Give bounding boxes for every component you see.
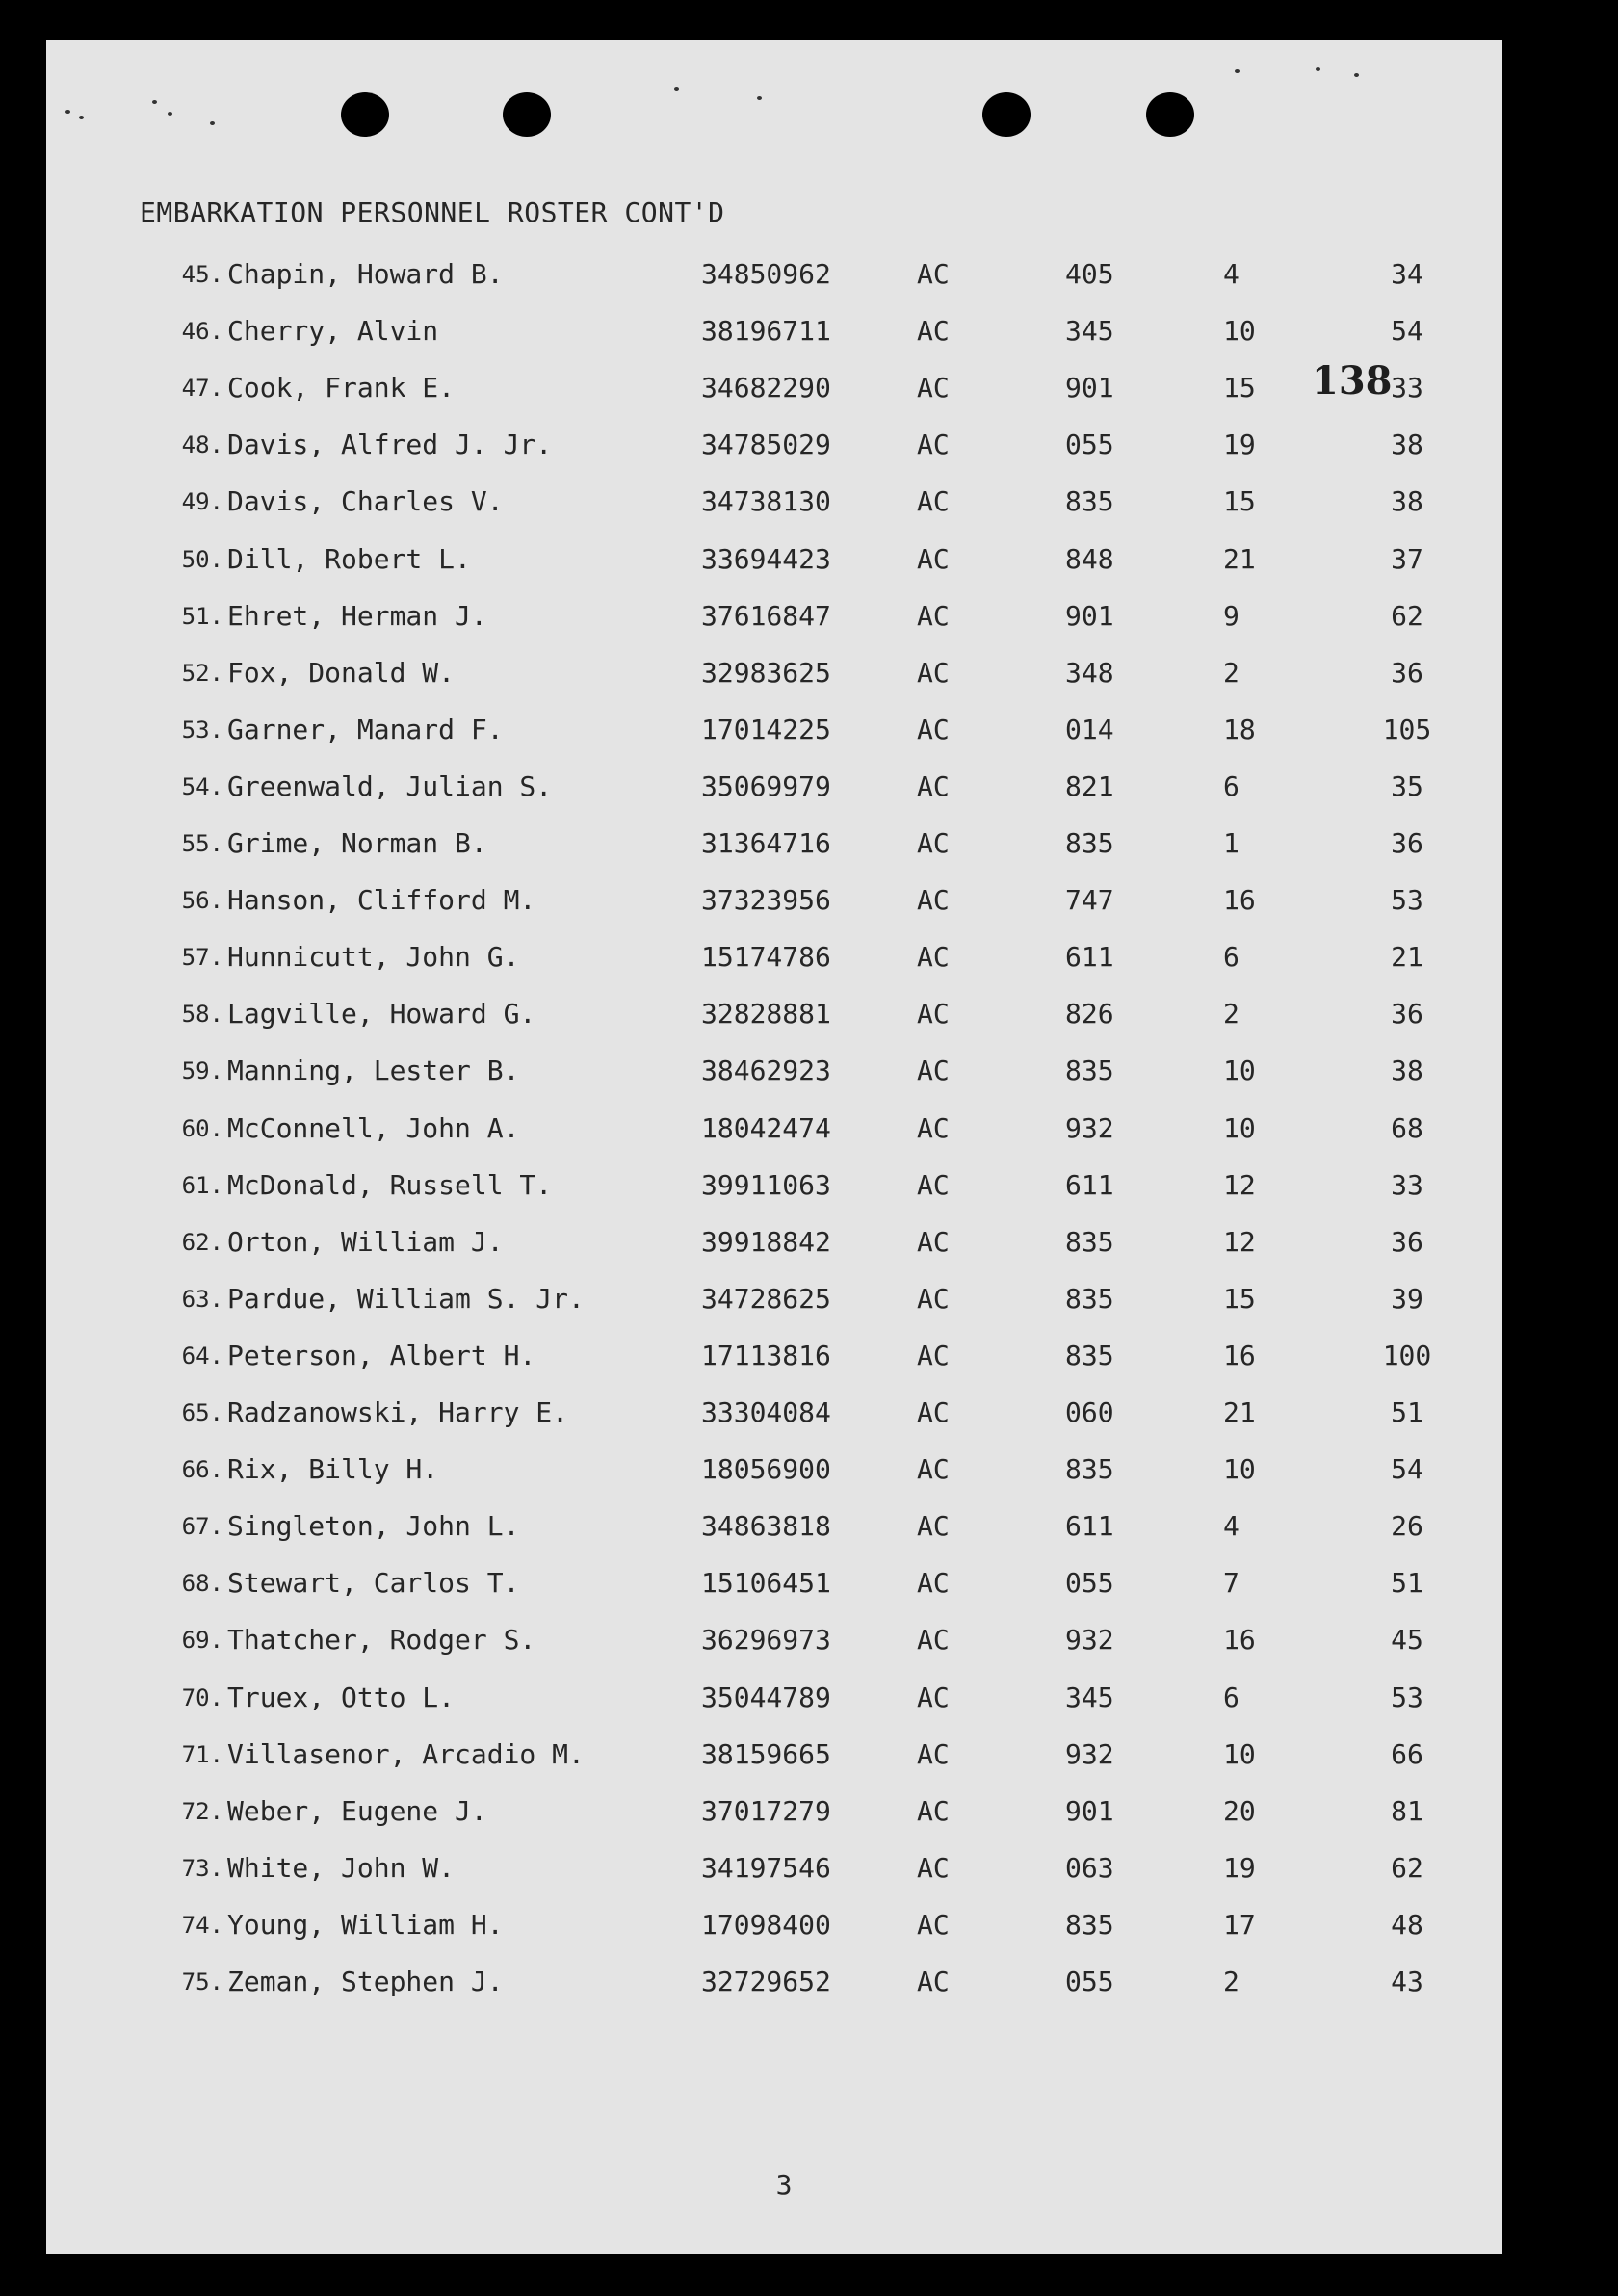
specialty-code: 835 — [1065, 1225, 1114, 1258]
table-row — [46, 770, 1502, 809]
row-number: 51. — [181, 602, 223, 630]
table-row — [46, 1453, 1502, 1492]
column-b-value: 53 — [1391, 1681, 1423, 1713]
specialty-code: 060 — [1065, 1396, 1114, 1428]
specialty-code: 932 — [1065, 1111, 1114, 1144]
person-name: Dill, Robert L. — [227, 542, 471, 575]
column-b-value: 39 — [1391, 1282, 1423, 1315]
row-number: 70. — [181, 1683, 223, 1711]
column-a-value: 15 — [1223, 1282, 1256, 1315]
table-row — [46, 1283, 1502, 1321]
branch-code: AC — [917, 656, 950, 689]
row-number: 72. — [181, 1797, 223, 1825]
column-a-value: 6 — [1223, 770, 1240, 802]
column-a-value: 16 — [1223, 1624, 1256, 1657]
row-number: 75. — [181, 1969, 223, 1996]
specialty-code: 611 — [1065, 941, 1114, 974]
column-b-value: 51 — [1391, 1567, 1423, 1600]
column-b-value: 33 — [1391, 1168, 1423, 1201]
branch-code: AC — [917, 1453, 950, 1486]
column-b-value: 54 — [1391, 1453, 1423, 1486]
person-name: Hanson, Clifford M. — [227, 884, 536, 917]
serial-number: 35069979 — [701, 770, 831, 802]
row-number: 74. — [181, 1911, 223, 1939]
specialty-code: 835 — [1065, 1282, 1114, 1315]
table-row — [46, 485, 1502, 524]
column-a-value: 2 — [1223, 656, 1240, 689]
speck — [65, 110, 70, 114]
person-name: Cherry, Alvin — [227, 315, 439, 348]
person-name: Thatcher, Rodger S. — [227, 1624, 536, 1657]
column-b-value: 21 — [1391, 941, 1423, 974]
person-name: Peterson, Albert H. — [227, 1339, 536, 1371]
row-number: 55. — [181, 830, 223, 857]
person-name: Zeman, Stephen J. — [227, 1966, 504, 1997]
person-name: Radzanowski, Harry E. — [227, 1396, 569, 1428]
serial-number: 38196711 — [701, 315, 831, 348]
column-b-value: 100 — [1382, 1339, 1432, 1371]
row-number: 65. — [181, 1399, 223, 1426]
column-a-value: 6 — [1223, 941, 1240, 974]
column-b-value: 36 — [1391, 1225, 1423, 1258]
column-a-value: 2 — [1223, 1966, 1240, 1997]
specialty-code: 055 — [1065, 429, 1114, 461]
branch-code: AC — [917, 1282, 950, 1315]
branch-code: AC — [917, 1225, 950, 1258]
table-row — [46, 1112, 1502, 1151]
person-name: Pardue, William S. Jr. — [227, 1282, 585, 1315]
branch-code: AC — [917, 884, 950, 917]
speck — [757, 96, 762, 100]
column-b-value: 48 — [1391, 1908, 1423, 1941]
column-b-value: 105 — [1382, 713, 1432, 745]
column-b-value: 54 — [1391, 315, 1423, 348]
branch-code: AC — [917, 599, 950, 632]
person-name: Grime, Norman B. — [227, 827, 487, 859]
serial-number: 15106451 — [701, 1567, 831, 1600]
branch-code: AC — [917, 258, 950, 290]
row-number: 67. — [181, 1513, 223, 1541]
serial-number: 17113816 — [701, 1339, 831, 1371]
column-a-value: 4 — [1223, 1510, 1240, 1543]
column-a-value: 17 — [1223, 1908, 1256, 1941]
column-b-value: 38 — [1391, 485, 1423, 518]
specialty-code: 055 — [1065, 1567, 1114, 1600]
specialty-code: 405 — [1065, 258, 1114, 290]
branch-code: AC — [917, 1055, 950, 1087]
branch-code: AC — [917, 315, 950, 348]
person-name: Greenwald, Julian S. — [227, 770, 553, 802]
branch-code: AC — [917, 770, 950, 802]
branch-code: AC — [917, 1794, 950, 1827]
person-name: Singleton, John L. — [227, 1510, 520, 1543]
branch-code: AC — [917, 485, 950, 518]
person-name: Manning, Lester B. — [227, 1055, 520, 1087]
column-b-value: 34 — [1391, 258, 1423, 290]
table-row — [46, 429, 1502, 467]
person-name: Fox, Donald W. — [227, 656, 456, 689]
table-row — [46, 600, 1502, 639]
specialty-code: 826 — [1065, 998, 1114, 1031]
table-row — [46, 998, 1502, 1036]
column-b-value: 36 — [1391, 998, 1423, 1031]
column-a-value: 20 — [1223, 1794, 1256, 1827]
table-row — [46, 941, 1502, 979]
person-name: Rix, Billy H. — [227, 1453, 439, 1486]
branch-code: AC — [917, 941, 950, 974]
row-number: 49. — [181, 488, 223, 516]
serial-number: 17098400 — [701, 1908, 831, 1941]
column-b-value: 33 — [1391, 372, 1423, 404]
row-number: 56. — [181, 887, 223, 915]
person-name: Young, William H. — [227, 1908, 504, 1941]
person-name: Cook, Frank E. — [227, 372, 456, 404]
row-number: 64. — [181, 1342, 223, 1370]
row-number: 57. — [181, 944, 223, 972]
column-a-value: 15 — [1223, 372, 1256, 404]
serial-number: 18056900 — [701, 1453, 831, 1486]
serial-number: 32828881 — [701, 998, 831, 1031]
specialty-code: 835 — [1065, 1453, 1114, 1486]
person-name: Davis, Charles V. — [227, 485, 504, 518]
serial-number: 17014225 — [701, 713, 831, 745]
branch-code: AC — [917, 1737, 950, 1770]
column-a-value: 12 — [1223, 1168, 1256, 1201]
table-row — [46, 1909, 1502, 1947]
table-row — [46, 1738, 1502, 1777]
specialty-code: 835 — [1065, 1055, 1114, 1087]
row-number: 68. — [181, 1570, 223, 1598]
serial-number: 34197546 — [701, 1851, 831, 1884]
specialty-code: 747 — [1065, 884, 1114, 917]
row-number: 53. — [181, 716, 223, 744]
row-number: 47. — [181, 375, 223, 403]
branch-code: AC — [917, 1681, 950, 1713]
serial-number: 18042474 — [701, 1111, 831, 1144]
row-number: 59. — [181, 1057, 223, 1085]
specialty-code: 848 — [1065, 542, 1114, 575]
speck — [674, 87, 679, 91]
column-b-value: 51 — [1391, 1396, 1423, 1428]
row-number: 63. — [181, 1285, 223, 1313]
column-a-value: 10 — [1223, 1055, 1256, 1087]
column-a-value: 2 — [1223, 998, 1240, 1031]
specialty-code: 835 — [1065, 827, 1114, 859]
row-number: 60. — [181, 1114, 223, 1142]
serial-number: 15174786 — [701, 941, 831, 974]
specialty-code: 014 — [1065, 713, 1114, 745]
serial-number: 34850962 — [701, 258, 831, 290]
table-row — [46, 315, 1502, 353]
specialty-code: 055 — [1065, 1966, 1114, 1997]
branch-code: AC — [917, 1908, 950, 1941]
branch-code: AC — [917, 1168, 950, 1201]
serial-number: 35044789 — [701, 1681, 831, 1713]
column-a-value: 10 — [1223, 315, 1256, 348]
person-name: Lagville, Howard G. — [227, 998, 536, 1031]
column-b-value: 38 — [1391, 429, 1423, 461]
serial-number: 34728625 — [701, 1282, 831, 1315]
person-name: Davis, Alfred J. Jr. — [227, 429, 553, 461]
column-a-value: 9 — [1223, 599, 1240, 632]
column-b-value: 45 — [1391, 1624, 1423, 1657]
serial-number: 32729652 — [701, 1966, 831, 1997]
branch-code: AC — [917, 542, 950, 575]
specialty-code: 345 — [1065, 315, 1114, 348]
column-a-value: 19 — [1223, 429, 1256, 461]
branch-code: AC — [917, 429, 950, 461]
column-b-value: 35 — [1391, 770, 1423, 802]
document-page — [46, 40, 1502, 2254]
specialty-code: 835 — [1065, 1339, 1114, 1371]
branch-code: AC — [917, 827, 950, 859]
specialty-code: 835 — [1065, 1908, 1114, 1941]
specialty-code: 821 — [1065, 770, 1114, 802]
speck — [210, 121, 215, 125]
branch-code: AC — [917, 998, 950, 1031]
row-number: 48. — [181, 431, 223, 459]
row-number: 62. — [181, 1228, 223, 1256]
row-number: 69. — [181, 1627, 223, 1655]
column-a-value: 19 — [1223, 1851, 1256, 1884]
speck — [152, 100, 157, 104]
branch-code: AC — [917, 1966, 950, 1997]
serial-number: 31364716 — [701, 827, 831, 859]
column-a-value: 1 — [1223, 827, 1240, 859]
speck — [1316, 67, 1320, 71]
person-name: Chapin, Howard B. — [227, 258, 504, 290]
punch-hole — [503, 92, 551, 137]
column-a-value: 16 — [1223, 1339, 1256, 1371]
branch-code: AC — [917, 1510, 950, 1543]
serial-number: 37323956 — [701, 884, 831, 917]
column-a-value: 15 — [1223, 485, 1256, 518]
punch-hole — [341, 92, 389, 137]
table-row — [46, 1055, 1502, 1093]
specialty-code: 835 — [1065, 485, 1114, 518]
specialty-code: 932 — [1065, 1737, 1114, 1770]
table-row — [46, 258, 1502, 297]
column-b-value: 81 — [1391, 1794, 1423, 1827]
serial-number: 36296973 — [701, 1624, 831, 1657]
table-row — [46, 1852, 1502, 1891]
table-row — [46, 1682, 1502, 1720]
serial-number: 34738130 — [701, 485, 831, 518]
column-a-value: 10 — [1223, 1737, 1256, 1770]
table-row — [46, 657, 1502, 695]
table-row — [46, 1624, 1502, 1662]
table-row — [46, 827, 1502, 866]
person-name: Stewart, Carlos T. — [227, 1567, 520, 1600]
column-a-value: 7 — [1223, 1567, 1240, 1600]
serial-number: 32983625 — [701, 656, 831, 689]
column-b-value: 36 — [1391, 656, 1423, 689]
column-b-value: 43 — [1391, 1966, 1423, 1997]
punch-hole — [982, 92, 1031, 137]
branch-code: AC — [917, 1339, 950, 1371]
specialty-code: 348 — [1065, 656, 1114, 689]
serial-number: 38462923 — [701, 1055, 831, 1087]
serial-number: 39911063 — [701, 1168, 831, 1201]
row-number: 50. — [181, 545, 223, 573]
serial-number: 34785029 — [701, 429, 831, 461]
serial-number: 33304084 — [701, 1396, 831, 1428]
serial-number: 33694423 — [701, 542, 831, 575]
column-a-value: 18 — [1223, 713, 1256, 745]
table-row — [46, 372, 1502, 410]
table-row — [46, 1510, 1502, 1549]
person-name: McDonald, Russell T. — [227, 1168, 553, 1201]
branch-code: AC — [917, 1624, 950, 1657]
column-a-value: 21 — [1223, 542, 1256, 575]
serial-number: 37616847 — [701, 599, 831, 632]
row-number: 71. — [181, 1740, 223, 1768]
column-a-value: 16 — [1223, 884, 1256, 917]
column-b-value: 62 — [1391, 599, 1423, 632]
branch-code: AC — [917, 372, 950, 404]
row-number: 45. — [181, 261, 223, 288]
row-number: 54. — [181, 772, 223, 800]
serial-number: 34863818 — [701, 1510, 831, 1543]
table-row — [46, 714, 1502, 752]
serial-number: 39918842 — [701, 1225, 831, 1258]
person-name: McConnell, John A. — [227, 1111, 520, 1144]
branch-code: AC — [917, 1567, 950, 1600]
row-number: 52. — [181, 659, 223, 687]
table-row — [46, 543, 1502, 582]
specialty-code: 932 — [1065, 1624, 1114, 1657]
column-a-value: 4 — [1223, 258, 1240, 290]
row-number: 46. — [181, 318, 223, 346]
speck — [79, 116, 84, 119]
branch-code: AC — [917, 1396, 950, 1428]
speck — [1354, 73, 1359, 77]
column-a-value: 6 — [1223, 1681, 1240, 1713]
specialty-code: 901 — [1065, 372, 1114, 404]
person-name: Weber, Eugene J. — [227, 1794, 487, 1827]
table-row — [46, 1795, 1502, 1834]
table-row — [46, 884, 1502, 923]
specialty-code: 901 — [1065, 599, 1114, 632]
punch-hole — [1146, 92, 1194, 137]
table-row — [46, 1226, 1502, 1265]
table-row — [46, 1169, 1502, 1208]
column-b-value: 53 — [1391, 884, 1423, 917]
table-row — [46, 1396, 1502, 1435]
serial-number: 38159665 — [701, 1737, 831, 1770]
specialty-code: 345 — [1065, 1681, 1114, 1713]
branch-code: AC — [917, 1851, 950, 1884]
row-number: 66. — [181, 1456, 223, 1484]
row-number: 61. — [181, 1171, 223, 1199]
person-name: Ehret, Herman J. — [227, 599, 487, 632]
column-a-value: 12 — [1223, 1225, 1256, 1258]
page-number: 3 — [775, 2169, 793, 2201]
branch-code: AC — [917, 713, 950, 745]
person-name: Orton, William J. — [227, 1225, 504, 1258]
branch-code: AC — [917, 1111, 950, 1144]
page-title: EMBARKATION PERSONNEL ROSTER CONT'D — [140, 196, 725, 228]
column-a-value: 21 — [1223, 1396, 1256, 1428]
specialty-code: 901 — [1065, 1794, 1114, 1827]
person-name: White, John W. — [227, 1851, 456, 1884]
column-b-value: 66 — [1391, 1737, 1423, 1770]
specialty-code: 611 — [1065, 1168, 1114, 1201]
column-b-value: 26 — [1391, 1510, 1423, 1543]
column-b-value: 62 — [1391, 1851, 1423, 1884]
person-name: Villasenor, Arcadio M. — [227, 1737, 585, 1770]
speck — [168, 112, 172, 116]
row-number: 73. — [181, 1854, 223, 1882]
specialty-code: 611 — [1065, 1510, 1114, 1543]
person-name: Garner, Manard F. — [227, 713, 504, 745]
column-b-value: 38 — [1391, 1055, 1423, 1087]
table-row — [46, 1340, 1502, 1378]
person-name: Hunnicutt, John G. — [227, 941, 520, 974]
specialty-code: 063 — [1065, 1851, 1114, 1884]
column-b-value: 68 — [1391, 1111, 1423, 1144]
serial-number: 37017279 — [701, 1794, 831, 1827]
person-name: Truex, Otto L. — [227, 1681, 456, 1713]
serial-number: 34682290 — [701, 372, 831, 404]
table-row — [46, 1966, 1502, 2004]
column-b-value: 36 — [1391, 827, 1423, 859]
column-a-value: 10 — [1223, 1111, 1256, 1144]
column-a-value: 10 — [1223, 1453, 1256, 1486]
row-number: 58. — [181, 1001, 223, 1029]
stamp-number: 138 — [1312, 358, 1393, 404]
column-b-value: 37 — [1391, 542, 1423, 575]
speck — [1235, 69, 1240, 73]
table-row — [46, 1567, 1502, 1605]
